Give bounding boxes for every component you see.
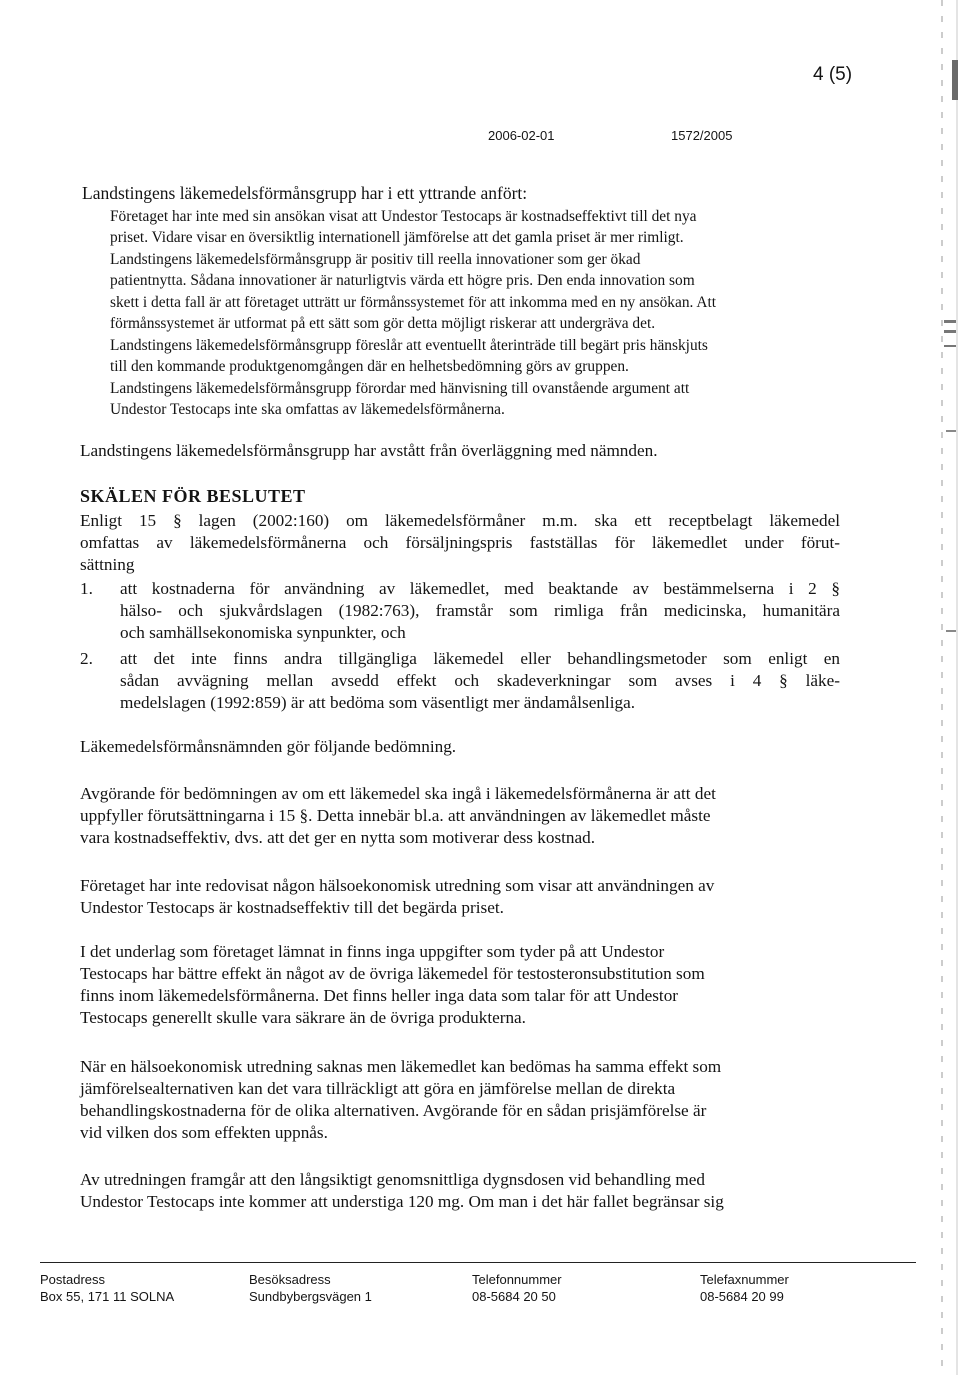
paragraph-line: Testocaps har bättre effekt än något av de övriga läkemedel för testosteronsubstitution som — [80, 964, 705, 983]
quote-line: förmånssystemet är utformat på ett sätt som gör detta möjligt riskerar att undergräva det. — [110, 315, 656, 332]
section-heading: SKÄLEN FÖR BESLUTET — [80, 486, 306, 506]
paragraph-line: uppfyller förutsättningarna i 15 §. Detta innebär bl.a. att användningen av läkemedlet måste — [80, 806, 711, 825]
list-number: 2. — [80, 649, 93, 668]
list-line: och samhällsekonomiska synpunkter, och — [120, 623, 406, 642]
footer-telefon — [472, 1271, 562, 1305]
paragraph-line: vara kostnadseffektiv, dvs. att det ger en nytta som motiverar dess kostnad. — [80, 828, 596, 847]
paragraph-line: finns inom läkemedelsförmånerna. Det finns heller inga data som talar för att Undestor — [80, 986, 679, 1005]
paragraph-line: Företaget har inte redovisat någon hälsoekonomisk utredning som visar att användningen av — [80, 876, 715, 895]
list-line: att kostnaderna för användning av läkemedlet, med beaktande av bestämmelserna i 2 § — [120, 579, 840, 598]
quote-line: Företaget har inte med sin ansökan visat att Undestor Testocaps är kostnadseffektivt till det nya — [110, 207, 697, 225]
paragraph-line: I det underlag som företaget lämnat in finns inga uppgifter som tyder på att Undestor — [80, 942, 665, 961]
quoted-statement — [82, 183, 822, 421]
paragraph-underlag — [80, 941, 840, 1029]
paragraph-line: Testocaps generellt skulle vara säkrare än de övriga produkterna. — [80, 1008, 526, 1027]
footer-label: Telefonnummer — [472, 1272, 562, 1287]
paragraph-line: Läkemedelsförmånsnämnden gör följande bedömning. — [80, 737, 457, 756]
paragraph-line: Enligt 15 § lagen (2002:160) om läkemedelsförmåner m.m. ska ett receptbelagt läkemedel — [80, 511, 840, 530]
list-line: sådan avvägning mellan avsedd effekt och skadeverkningar som avses i 4 § läke- — [120, 671, 840, 690]
quote-line: skett i detta fall är att företaget utträtt ur förmånssystemet för att inkomma med en ny ansökan. Att — [110, 293, 717, 311]
quote-line: till den kommande produktgenomgången där en helhetsbedömning görs av gruppen. — [110, 358, 629, 375]
list-line: att det inte finns andra tillgängliga läkemedel eller behandlingsmetoder som enligt en — [120, 649, 840, 668]
paragraph-line: vid vilken dos som effekten uppnås. — [80, 1123, 328, 1142]
footer-label: Postadress — [40, 1272, 106, 1287]
paragraph-line: När en hälsoekonomisk utredning saknas men läkemedlet kan bedömas ha samma effekt som — [80, 1057, 722, 1076]
paragraph-foretaget — [80, 875, 840, 919]
list-number: 1. — [80, 579, 93, 598]
footer-label: Telefaxnummer — [700, 1272, 789, 1287]
paragraph-line: behandlingskostnaderna för de olika alternativen. Avgörande för en sådan prisjämförelse är — [80, 1101, 707, 1120]
footer-label: Besöksadress — [249, 1272, 331, 1287]
list-line: hälso- och sjukvårdslagen (1982:763), framstår som rimliga från medicinska, humanitära — [120, 601, 840, 620]
quote-line: Landstingens läkemedelsförmånsgrupp föreslår att eventuellt återinträde till begärt pris hänskjuts — [110, 336, 708, 354]
footer-value: 08-5684 20 99 — [700, 1289, 784, 1304]
paragraph-line: Av utredningen framgår att den långsiktigt genomsnittliga dygnsdosen vid behandling med — [80, 1170, 705, 1189]
footer-besoksadress — [249, 1271, 372, 1305]
quote-line: priset. Vidare visar en översiktlig internationell jämförelse att det gamla priset är mer rimligt. — [110, 229, 684, 246]
paragraph-line: Undestor Testocaps inte kommer att understiga 120 mg. Om man i det här fallet begränsar sig — [80, 1192, 724, 1211]
document-date: 2006-02-01 — [488, 128, 555, 143]
paragraph-line: jämförelsealternativen kan det vara tillräckligt att göra en jämförelse mellan de direkta — [80, 1079, 676, 1098]
paragraph-utredningen — [80, 1169, 840, 1213]
quote-intro: Landstingens läkemedelsförmånsgrupp har i ett yttrande anfört: — [82, 183, 528, 203]
scan-edge-artifact — [930, 0, 960, 1375]
list-line: medelslagen (1992:859) är att bedöma som väsentligt mer ändamålsenliga. — [120, 693, 635, 712]
paragraph-halsoekonomisk — [80, 1056, 840, 1144]
paragraph-line: Undestor Testocaps är kostnadseffektiv till det begärda priset. — [80, 898, 504, 917]
footer-value: 08-5684 20 50 — [472, 1289, 556, 1304]
quote-line: Undestor Testocaps inte ska omfattas av läkemedelsförmånerna. — [110, 401, 505, 418]
paragraph-line: sättning — [80, 555, 135, 574]
quote-line: Landstingens läkemedelsförmånsgrupp förordar med hänvisning till ovanstående argument att — [110, 379, 690, 397]
footer-telefax — [700, 1271, 789, 1305]
footer-postadress — [40, 1271, 174, 1305]
paragraph-line: Landstingens läkemedelsförmånsgrupp har avstått från överläggning med nämnden. — [80, 441, 658, 460]
case-number: 1572/2005 — [671, 128, 733, 143]
footer-value: Box 55, 171 11 SOLNA — [40, 1289, 175, 1304]
paragraph-avgorande — [80, 783, 840, 849]
paragraph-overlaggning — [80, 440, 840, 462]
footer-value: Sundbybergsvägen 1 — [249, 1289, 372, 1304]
page-number: 4 (5) — [813, 64, 853, 85]
paragraph-legal-basis — [80, 510, 840, 576]
quote-line: patientnytta. Sådana innovationer är naturligtvis värda ett högre pris. Den enda innovation som — [110, 272, 695, 289]
paragraph-line: Avgörande för bedömningen av om ett läkemedel ska ingå i läkemedelsförmånerna är att det — [80, 784, 716, 803]
footer-divider — [40, 1262, 916, 1263]
quote-line: Landstingens läkemedelsförmånsgrupp är positiv till reella innovationer som ger ökad — [110, 250, 641, 268]
paragraph-line: omfattas av läkemedelsförmånerna och försäljningspris fastställas för läkemedlet under förut- — [80, 533, 840, 552]
paragraph-bedomning — [80, 736, 840, 758]
